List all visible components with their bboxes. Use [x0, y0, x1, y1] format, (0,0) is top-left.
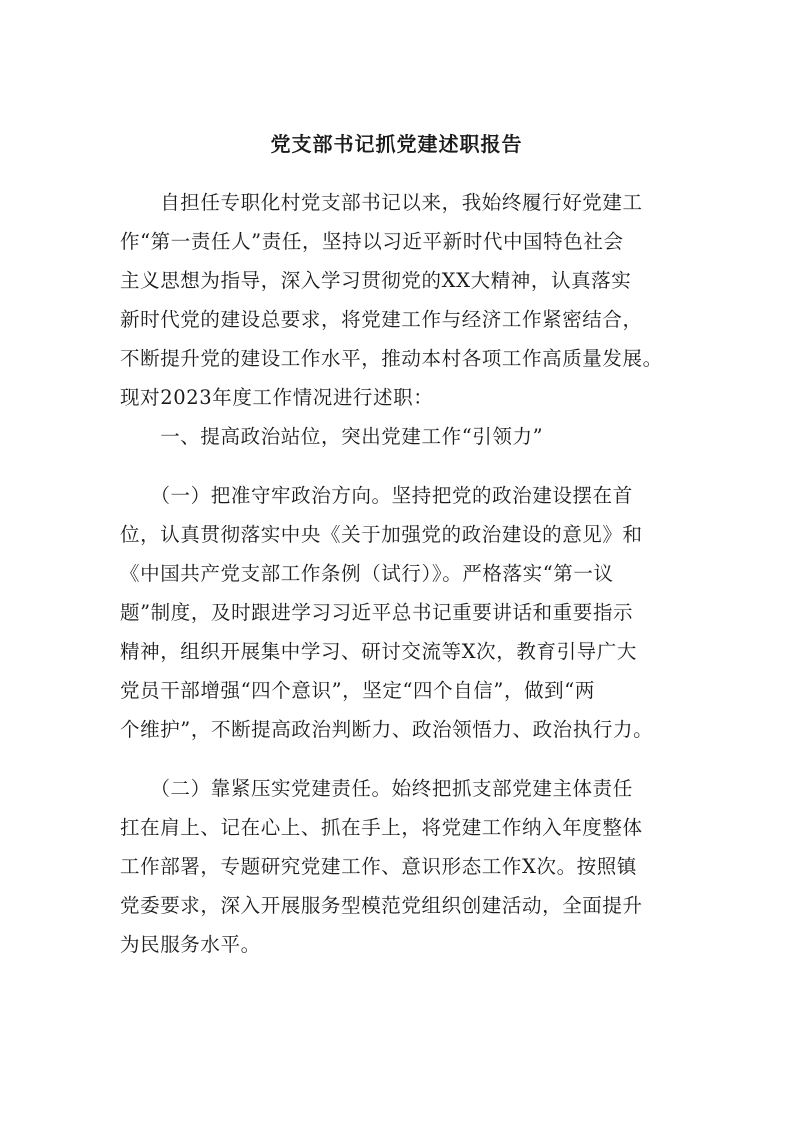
paragraph-line: 自担任专职化村党支部书记以来，我始终履行好党建工 [120, 191, 643, 214]
section-heading: 一、提高政治站位，突出党建工作“引领力” [120, 425, 544, 448]
paragraph-line: （一）把准守牢政治方向。坚持把党的政治建设摆在首 [120, 484, 633, 507]
paragraph-line: 党委要求，深入开展服务型模范党组织创建活动，全面提升 [120, 894, 643, 917]
paragraph-line: 精神，组织开展集中学习、研讨交流等X次，教育引导广大 [120, 640, 637, 663]
paragraph-line: 党员干部增强“四个意识”，坚定“四个自信”，做到“两 [120, 679, 595, 702]
paragraph-line: （二）靠紧压实党建责任。始终把抓支部党建主体责任 [120, 777, 633, 800]
paragraph-line: 现对2023年度工作情况进行述职： [120, 386, 434, 409]
paragraph-line: 不断提升党的建设工作水平，推动本村各项工作高质量发展。 [120, 347, 663, 370]
paragraph-line: 工作部署，专题研究党建工作、意识形态工作X次。按照镇 [120, 855, 637, 878]
paragraph-line: 为民服务水平。 [120, 933, 261, 956]
paragraph-line: 新时代党的建设总要求，将党建工作与经济工作紧密结合， [120, 308, 643, 331]
document-title: 党支部书记抓党建述职报告 [270, 132, 523, 156]
paragraph-line: 题”制度，及时跟进学习习近平总书记重要讲话和重要指示 [120, 601, 634, 624]
paragraph-line: 《中国共产党支部工作条例（试行）》。严格落实“第一议 [120, 562, 614, 585]
paragraph-line: 作“第一责任人”责任，坚持以习近平新时代中国特色社会 [120, 230, 624, 253]
paragraph-line: 主义思想为指导，深入学习贯彻党的XX大精神，认真落实 [120, 269, 632, 292]
paragraph-line: 扛在肩上、记在心上、抓在手上，将党建工作纳入年度整体 [120, 816, 643, 839]
paragraph-line: 位，认真贯彻落实中央《关于加强党的政治建设的意见》和 [120, 523, 643, 546]
paragraph-line: 个维护”，不断提高政治判断力、政治领悟力、政治执行力。 [120, 718, 654, 741]
